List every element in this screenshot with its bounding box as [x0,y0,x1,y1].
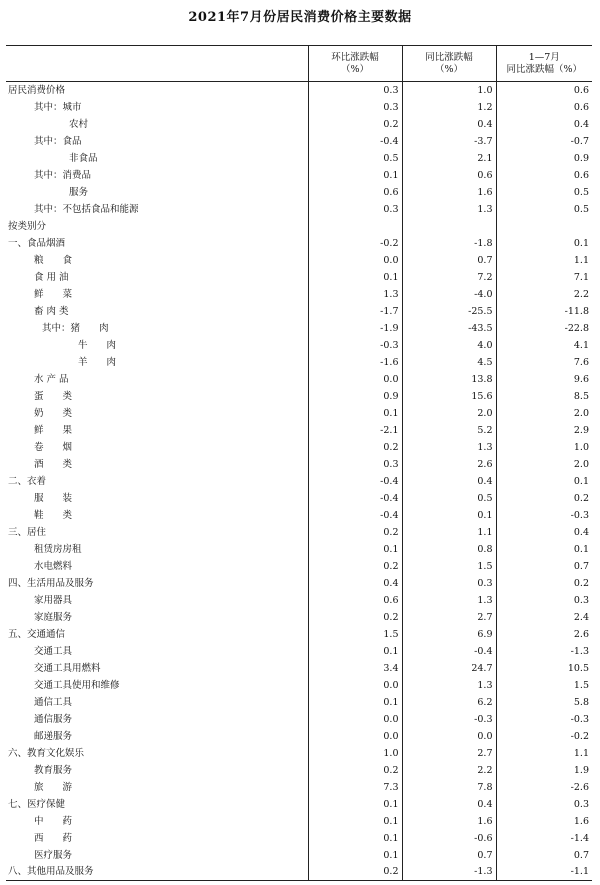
ytd-value: 0.2 [496,575,592,592]
mom-value: -0.4 [308,473,402,490]
mom-value: 0.3 [308,456,402,473]
mom-value: 0.6 [308,184,402,201]
ytd-value: 1.5 [496,677,592,694]
ytd-value: 1.6 [496,813,592,830]
mom-value: 0.6 [308,592,402,609]
yoy-value: 2.2 [402,762,496,779]
row-label: 中 药 [34,815,73,827]
ytd-value: 1.1 [496,252,592,269]
yoy-value: 6.2 [402,694,496,711]
table-row [6,847,592,864]
header-yoy-label: 同比涨跌幅 [425,51,473,63]
table-row [6,558,592,575]
header-mom-label: 环比涨跌幅 [331,51,379,63]
table-row [6,286,592,303]
table-header [6,46,592,82]
ytd-value: 5.8 [496,694,592,711]
ytd-value: 0.5 [496,201,592,218]
mom-value: 0.2 [308,864,402,881]
table-row [6,660,592,677]
table-row [6,609,592,626]
mom-value: -1.9 [308,320,402,337]
row-label: 家用器具 [34,594,73,606]
mom-value: 0.3 [308,99,402,116]
row-label: 交通工具 [34,645,73,657]
ytd-value: 2.9 [496,422,592,439]
table-row [6,405,592,422]
ytd-value: 0.6 [496,99,592,116]
table-row [6,371,592,388]
yoy-value: 1.3 [402,677,496,694]
yoy-value: -4.0 [402,286,496,303]
table-row [6,388,592,405]
table-row [6,354,592,371]
ytd-value: 2.4 [496,609,592,626]
ytd-value: 0.1 [496,541,592,558]
header-ytd-label: 同比涨跌幅（%） [506,63,583,75]
yoy-value: 0.4 [402,116,496,133]
ytd-value: -22.8 [496,320,592,337]
yoy-value: -0.6 [402,830,496,847]
row-label: 五、交通通信 [8,628,66,640]
mom-value: 7.3 [308,779,402,796]
mom-value: -2.1 [308,422,402,439]
table-row [6,728,592,745]
ytd-value: 0.6 [496,167,592,184]
yoy-value: 13.8 [402,371,496,388]
header-mom [308,46,402,82]
mom-value: -0.2 [308,235,402,252]
ytd-value [496,218,592,235]
header-yoy [402,46,496,82]
yoy-value: 7.2 [402,269,496,286]
mom-value: 0.3 [308,82,402,99]
yoy-value: 2.0 [402,405,496,422]
mom-value: 0.9 [308,388,402,405]
row-label: 酒 类 [34,458,73,470]
row-label: 二、衣着 [8,475,47,487]
row-label: 粮 食 [34,254,73,266]
table-row [6,320,592,337]
table-row [6,150,592,167]
yoy-value: 0.8 [402,541,496,558]
ytd-value: 2.0 [496,405,592,422]
row-label: 四、生活用品及服务 [8,577,94,589]
ytd-value: -0.3 [496,507,592,524]
yoy-value: 0.1 [402,507,496,524]
mom-value: -1.7 [308,303,402,320]
row-label: 牛 肉 [78,339,117,351]
table-row [6,524,592,541]
row-label: 七、医疗保健 [8,798,66,810]
table-row [6,337,592,354]
mom-value: 1.5 [308,626,402,643]
mom-value: 0.2 [308,116,402,133]
row-label: 家庭服务 [34,611,73,623]
mom-value: 0.2 [308,558,402,575]
mom-value: 0.2 [308,524,402,541]
ytd-value: 0.7 [496,558,592,575]
header-ytd-period: 1—7月 [528,51,560,63]
row-label: 旅 游 [34,781,73,793]
table-body [6,82,592,881]
ytd-value: 0.3 [496,796,592,813]
row-label: 卷 烟 [34,441,73,453]
mom-value: 0.1 [308,167,402,184]
mom-value: 0.2 [308,439,402,456]
row-label: 鲜 果 [34,424,73,436]
ytd-value: -2.6 [496,779,592,796]
yoy-value: 1.3 [402,592,496,609]
yoy-value: 1.6 [402,184,496,201]
table-row [6,456,592,473]
row-label: 租赁房房租 [34,543,82,555]
table-row [6,490,592,507]
yoy-value: 0.4 [402,473,496,490]
row-label: 奶 类 [34,407,73,419]
table-row [6,99,592,116]
row-label: 通信服务 [34,713,73,725]
row-label: 其中：猪 肉 [42,322,109,334]
ytd-value: 2.2 [496,286,592,303]
table-row [6,167,592,184]
yoy-value: -1.3 [402,864,496,881]
mom-value: -0.3 [308,337,402,354]
table-row [6,133,592,150]
table-row [6,575,592,592]
yoy-value: 15.6 [402,388,496,405]
yoy-value: 6.9 [402,626,496,643]
table-row [6,252,592,269]
yoy-value: 2.1 [402,150,496,167]
ytd-value: 0.2 [496,490,592,507]
row-label: 通信工具 [34,696,73,708]
table-row [6,643,592,660]
row-label: 医疗服务 [34,849,73,861]
mom-value: -0.4 [308,133,402,150]
table-row [6,201,592,218]
ytd-value: 0.9 [496,150,592,167]
row-label: 其中：消费品 [34,169,92,181]
yoy-value: 0.3 [402,575,496,592]
header-item-blank [6,46,308,82]
table-row [6,677,592,694]
row-label: 服 装 [34,492,73,504]
table-row [6,422,592,439]
row-label: 其中：城市 [34,101,82,113]
yoy-value: 1.2 [402,99,496,116]
table-row [6,694,592,711]
yoy-value: 4.5 [402,354,496,371]
row-label: 其中：不包括食品和能源 [34,203,139,215]
ytd-value: 7.1 [496,269,592,286]
row-label: 鲜 菜 [34,288,73,300]
mom-value: 0.0 [308,711,402,728]
ytd-value: -1.4 [496,830,592,847]
yoy-value: 7.8 [402,779,496,796]
table-row [6,269,592,286]
ytd-value: -1.1 [496,864,592,881]
table-row [6,541,592,558]
row-label: 交通工具用燃料 [34,662,101,674]
table-row [6,592,592,609]
yoy-value: 1.3 [402,439,496,456]
ytd-value: 0.6 [496,82,592,99]
table-row [6,745,592,762]
yoy-value: 5.2 [402,422,496,439]
yoy-value: 0.7 [402,252,496,269]
yoy-value: 0.5 [402,490,496,507]
row-label: 按类别分 [8,220,47,232]
ytd-value: 2.0 [496,456,592,473]
ytd-value: -11.8 [496,303,592,320]
mom-value: 0.0 [308,728,402,745]
ytd-value: -0.2 [496,728,592,745]
row-label: 教育服务 [34,764,73,776]
table-row [6,779,592,796]
header-ytd [496,46,592,82]
row-label: 非食品 [69,152,98,164]
mom-value: 0.2 [308,762,402,779]
table-row [6,864,592,881]
mom-value: 0.1 [308,541,402,558]
row-label: 水 产 品 [34,373,69,385]
mom-value: 0.4 [308,575,402,592]
page-title: 2021年7月份居民消费价格主要数据 [188,10,412,25]
table-row [6,711,592,728]
table-row [6,303,592,320]
mom-value: -1.6 [308,354,402,371]
ytd-value: 0.7 [496,847,592,864]
row-label: 羊 肉 [78,356,117,368]
yoy-value: -25.5 [402,303,496,320]
ytd-value: 8.5 [496,388,592,405]
ytd-value: 0.5 [496,184,592,201]
row-label: 服务 [69,186,89,198]
row-label: 其中：食品 [34,135,82,147]
ytd-value: -1.3 [496,643,592,660]
yoy-value: 0.6 [402,167,496,184]
mom-value [308,218,402,235]
yoy-value: -0.4 [402,643,496,660]
table-row [6,235,592,252]
mom-value: 3.4 [308,660,402,677]
ytd-value: -0.7 [496,133,592,150]
table-row [6,507,592,524]
mom-value: 0.1 [308,847,402,864]
ytd-value: -0.3 [496,711,592,728]
row-label: 邮递服务 [34,730,73,742]
mom-value: 0.0 [308,677,402,694]
yoy-value: 1.0 [402,82,496,99]
ytd-value: 0.3 [496,592,592,609]
yoy-value: -1.8 [402,235,496,252]
yoy-value: 1.1 [402,524,496,541]
row-label: 鞋 类 [34,509,73,521]
mom-value: 0.1 [308,694,402,711]
mom-value: -0.4 [308,490,402,507]
mom-value: 0.1 [308,643,402,660]
ytd-value: 0.1 [496,473,592,490]
ytd-value: 0.1 [496,235,592,252]
yoy-value: 0.0 [402,728,496,745]
row-label: 西 药 [34,832,73,844]
yoy-value: 2.6 [402,456,496,473]
row-label: 水电燃料 [34,560,73,572]
row-label: 食 用 油 [34,271,69,283]
row-label: 三、居住 [8,526,47,538]
row-label: 六、教育文化娱乐 [8,747,85,759]
table-row [6,626,592,643]
yoy-value [402,218,496,235]
table-row [6,830,592,847]
yoy-value: -43.5 [402,320,496,337]
cpi-table [6,45,592,881]
row-label: 交通工具使用和维修 [34,679,120,691]
ytd-value: 2.6 [496,626,592,643]
ytd-value: 1.0 [496,439,592,456]
mom-value: 0.1 [308,830,402,847]
mom-value: 0.3 [308,201,402,218]
table-row [6,813,592,830]
ytd-value: 10.5 [496,660,592,677]
yoy-value: 1.3 [402,201,496,218]
table-row [6,762,592,779]
header-mom-unit: （%） [340,63,370,75]
row-label: 蛋 类 [34,390,73,402]
header-yoy-unit: （%） [434,63,464,75]
ytd-value: 0.4 [496,116,592,133]
yoy-value: 2.7 [402,745,496,762]
table-row [6,218,592,235]
yoy-value: -3.7 [402,133,496,150]
mom-value: 0.1 [308,405,402,422]
row-label: 畜 肉 类 [34,305,69,317]
yoy-value: 24.7 [402,660,496,677]
ytd-value: 7.6 [496,354,592,371]
mom-value: 0.0 [308,371,402,388]
table-row [6,439,592,456]
mom-value: 1.0 [308,745,402,762]
ytd-value: 4.1 [496,337,592,354]
table-row [6,116,592,133]
mom-value: 0.5 [308,150,402,167]
row-label: 八、其他用品及服务 [6,864,308,881]
table-row [6,473,592,490]
yoy-value: 0.7 [402,847,496,864]
ytd-value: 0.4 [496,524,592,541]
table-row [6,184,592,201]
row-label: 一、食品烟酒 [8,237,66,249]
yoy-value: 1.6 [402,813,496,830]
row-label: 农村 [69,118,89,130]
mom-value: 0.1 [308,796,402,813]
table-row [6,82,592,99]
ytd-value: 1.9 [496,762,592,779]
yoy-value: 1.5 [402,558,496,575]
yoy-value: 2.7 [402,609,496,626]
mom-value: 0.1 [308,269,402,286]
yoy-value: -0.3 [402,711,496,728]
mom-value: 0.0 [308,252,402,269]
mom-value: 0.1 [308,813,402,830]
row-label: 居民消费价格 [8,84,66,96]
mom-value: 0.2 [308,609,402,626]
yoy-value: 4.0 [402,337,496,354]
mom-value: 1.3 [308,286,402,303]
ytd-value: 9.6 [496,371,592,388]
mom-value: -0.4 [308,507,402,524]
ytd-value: 1.1 [496,745,592,762]
table-row [6,796,592,813]
yoy-value: 0.4 [402,796,496,813]
